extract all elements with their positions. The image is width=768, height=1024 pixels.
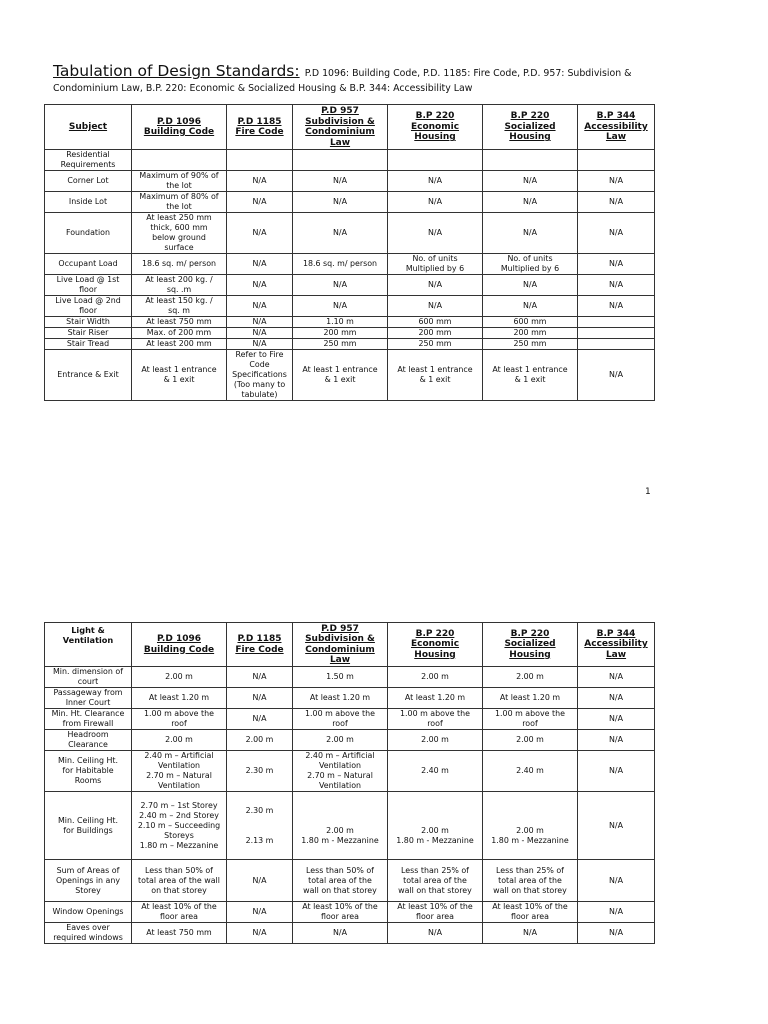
table-cell: N/A (578, 902, 655, 923)
table-cell: N/A (227, 688, 293, 709)
table-row (45, 751, 655, 792)
table-row (45, 730, 655, 751)
table-cell: N/A (578, 709, 655, 730)
table-cell: At least 1.20 m (132, 688, 227, 709)
table-cell: N/A (293, 275, 388, 296)
table-cell: No. of units Multiplied by 6 (388, 254, 483, 275)
table-cell: Maximum of 90% of the lot (132, 171, 227, 192)
table-cell: 1.00 m above the roof (388, 709, 483, 730)
table-cell: N/A (227, 339, 293, 350)
table-cell: N/A (293, 923, 388, 944)
header-cell: B.P 220 Economic Housing (388, 105, 483, 150)
table-row (45, 339, 655, 350)
table-row (45, 902, 655, 923)
table-cell: N/A (578, 688, 655, 709)
table-cell: N/A (483, 275, 578, 296)
table-cell: Maximum of 80% of the lot (132, 192, 227, 213)
table-cell: N/A (293, 296, 388, 317)
table-cell: N/A (388, 275, 483, 296)
row-subject: Eaves over required windows (45, 923, 132, 944)
table-cell: N/A (578, 751, 655, 792)
row-subject: Passageway from Inner Court (45, 688, 132, 709)
table-cell: 200 mm (388, 328, 483, 339)
table-cell: N/A (483, 171, 578, 192)
row-subject: Entrance & Exit (45, 350, 132, 401)
header-cell: P.D 1096 Building Code (132, 623, 227, 667)
table-row (45, 317, 655, 328)
table-row (45, 709, 655, 730)
table-cell: N/A (227, 902, 293, 923)
table-cell: Refer to Fire Code Specifications (Too many to tabulate) (227, 350, 293, 401)
table-cell: N/A (227, 213, 293, 254)
table-cell: N/A (293, 171, 388, 192)
table-cell: 200 mm (293, 328, 388, 339)
table-cell: 18.6 sq. m/ person (132, 254, 227, 275)
table-row (45, 688, 655, 709)
table-cell: 2.40 m – Artificial Ventilation 2.70 m – Natural Ventilation (132, 751, 227, 792)
table-cell: 1.00 m above the roof (483, 709, 578, 730)
table-cell: 2.40 m – Artificial Ventilation 2.70 m – Natural Ventilation (293, 751, 388, 792)
document-title (53, 64, 713, 96)
table-cell: 2.40 m (388, 751, 483, 792)
table-cell: N/A (578, 860, 655, 902)
table-row (45, 923, 655, 944)
table-cell: Less than 50% of total area of the wall on that storey (293, 860, 388, 902)
table-cell: N/A (578, 192, 655, 213)
table-cell: 1.10 m (293, 317, 388, 328)
table-cell: 600 mm (483, 317, 578, 328)
table-cell: 2.40 m (483, 751, 578, 792)
table-cell: At least 150 kg. / sq. m (132, 296, 227, 317)
row-subject: Window Openings (45, 902, 132, 923)
table-cell: N/A (227, 254, 293, 275)
table-cell: N/A (388, 213, 483, 254)
header-cell: B.P 344 Accessibility Law (578, 623, 655, 667)
table-cell: N/A (388, 192, 483, 213)
table-row (45, 192, 655, 213)
table-cell: N/A (483, 213, 578, 254)
table-cell: At least 250 mm thick, 600 mm below ground surface (132, 213, 227, 254)
row-subject: Stair Width (45, 317, 132, 328)
table-cell: 2.30 m (227, 751, 293, 792)
table-cell: N/A (483, 296, 578, 317)
row-subject: Sum of Areas of Openings in any Storey (45, 860, 132, 902)
row-subject: Min. Ht. Clearance from Firewall (45, 709, 132, 730)
row-subject: Min. Ceiling Ht. for Buildings (45, 792, 132, 860)
table-cell: At least 1 entrance & 1 exit (132, 350, 227, 401)
table-cell: At least 10% of the floor area (132, 902, 227, 923)
row-subject: Min. Ceiling Ht. for Habitable Rooms (45, 751, 132, 792)
table-cell: 2.70 m – 1st Storey 2.40 m – 2nd Storey 2.10 m – Succeeding Storeys 1.80 m – Mezzanine (132, 792, 227, 860)
table-cell: Less than 25% of total area of the wall on that storey (388, 860, 483, 902)
table-cell: N/A (227, 860, 293, 902)
table-cell: At least 1.20 m (293, 688, 388, 709)
table-cell: N/A (578, 275, 655, 296)
table-cell: N/A (293, 192, 388, 213)
header-cell: Light & Ventilation (45, 623, 132, 667)
table-cell: 2.00 m (483, 667, 578, 688)
row-subject: Live Load @ 2nd floor (45, 296, 132, 317)
table-cell: At least 750 mm (132, 317, 227, 328)
table-cell: 2.00 m (132, 730, 227, 751)
table-cell: N/A (483, 192, 578, 213)
table-cell: N/A (227, 923, 293, 944)
table-cell: N/A (227, 171, 293, 192)
header-cell: P.D 1185 Fire Code (227, 623, 293, 667)
residential-requirements-table (44, 104, 655, 401)
table-cell: N/A (578, 213, 655, 254)
table-cell: At least 1.20 m (483, 688, 578, 709)
table-cell: N/A (227, 296, 293, 317)
row-subject: Min. dimension of court (45, 667, 132, 688)
table-cell: 2.00 m (388, 667, 483, 688)
table-cell: 250 mm (483, 339, 578, 350)
table-cell: N/A (227, 275, 293, 296)
table-cell: At least 10% of the floor area (388, 902, 483, 923)
table-cell: 250 mm (388, 339, 483, 350)
table-cell: 1.00 m above the roof (132, 709, 227, 730)
table-cell: N/A (293, 213, 388, 254)
header-cell: B.P 220 Socialized Housing (483, 105, 578, 150)
table-row (45, 328, 655, 339)
title-line2: Condominium Law, B.P. 220: Economic & Socialized Housing & B.P. 344: Accessibility Law (53, 83, 473, 94)
table-cell: 2.00 m (227, 730, 293, 751)
table-row (45, 213, 655, 254)
table-cell: N/A (578, 923, 655, 944)
table-cell (578, 317, 655, 328)
table-cell: Max. of 200 mm (132, 328, 227, 339)
table-cell: N/A (388, 296, 483, 317)
table-cell: 200 mm (483, 328, 578, 339)
row-subject: Live Load @ 1st floor (45, 275, 132, 296)
table-cell: N/A (227, 317, 293, 328)
row-subject: Headroom Clearance (45, 730, 132, 751)
table-cell: At least 1 entrance & 1 exit (388, 350, 483, 401)
table-cell: N/A (578, 667, 655, 688)
table-cell: Less than 50% of total area of the wall on that storey (132, 860, 227, 902)
table-cell: 2.00 m (132, 667, 227, 688)
table-cell: N/A (578, 792, 655, 860)
table-row (45, 171, 655, 192)
table-row (45, 254, 655, 275)
table-cell: At least 10% of the floor area (293, 902, 388, 923)
row-subject: Stair Riser (45, 328, 132, 339)
table-cell: 250 mm (293, 339, 388, 350)
table-cell (578, 328, 655, 339)
table-cell: 2.00 m (483, 730, 578, 751)
table-cell: N/A (227, 709, 293, 730)
table-cell: 2.30 m 2.13 m (227, 792, 293, 860)
table-cell: N/A (578, 350, 655, 401)
header-cell: B.P 220 Economic Housing (388, 623, 483, 667)
page-number: 1 (645, 487, 651, 497)
table-cell: Less than 25% of total area of the wall on that storey (483, 860, 578, 902)
table-cell: 2.00 m 1.80 m - Mezzanine (483, 792, 578, 860)
header-cell: P.D 957 Subdivision & Condominium Law (293, 623, 388, 667)
table-cell: N/A (227, 328, 293, 339)
table-cell: At least 1.20 m (388, 688, 483, 709)
header-cell: P.D 1185 Fire Code (227, 105, 293, 150)
table-cell (578, 339, 655, 350)
table-cell: N/A (227, 192, 293, 213)
table-cell: 2.00 m 1.80 m - Mezzanine (293, 792, 388, 860)
table-cell: N/A (483, 923, 578, 944)
table-row (45, 667, 655, 688)
table-cell: At least 200 kg. / sq. .m (132, 275, 227, 296)
table-cell: N/A (388, 171, 483, 192)
header-cell: P.D 1096 Building Code (132, 105, 227, 150)
table-cell: At least 750 mm (132, 923, 227, 944)
header-cell: B.P 344 Accessibility Law (578, 105, 655, 150)
header-cell: Subject (45, 105, 132, 150)
table-cell: N/A (578, 254, 655, 275)
table-row (45, 350, 655, 401)
title-rest: P.D 1096: Building Code, P.D. 1185: Fire Code, P.D. 957: Subdivision & (304, 68, 632, 79)
table-cell: At least 1 entrance & 1 exit (293, 350, 388, 401)
table-cell: N/A (578, 296, 655, 317)
table-cell: No. of units Multiplied by 6 (483, 254, 578, 275)
table-row (45, 296, 655, 317)
table-row (45, 860, 655, 902)
table-cell: At least 10% of the floor area (483, 902, 578, 923)
table-cell: N/A (578, 730, 655, 751)
row-subject: Foundation (45, 213, 132, 254)
table-cell: 2.00 m 1.80 m - Mezzanine (388, 792, 483, 860)
header-cell: P.D 957 Subdivision & Condominium Law (293, 105, 388, 150)
row-subject: Stair Tread (45, 339, 132, 350)
table-cell: 1.00 m above the roof (293, 709, 388, 730)
table-row (45, 792, 655, 860)
section-label: Residential Requirements (45, 150, 132, 171)
table-row (45, 275, 655, 296)
header-cell: B.P 220 Socialized Housing (483, 623, 578, 667)
table-cell: N/A (578, 171, 655, 192)
title-main: Tabulation of Design Standards: (53, 62, 300, 80)
row-subject: Occupant Load (45, 254, 132, 275)
table-cell: 600 mm (388, 317, 483, 328)
row-subject: Corner Lot (45, 171, 132, 192)
table-cell: At least 200 mm (132, 339, 227, 350)
table-cell: 1.50 m (293, 667, 388, 688)
table-cell: 2.00 m (388, 730, 483, 751)
table-cell: At least 1 entrance & 1 exit (483, 350, 578, 401)
table-cell: 18.6 sq. m/ person (293, 254, 388, 275)
table-cell: N/A (388, 923, 483, 944)
row-subject: Inside Lot (45, 192, 132, 213)
table-cell: N/A (227, 667, 293, 688)
light-ventilation-table (44, 622, 655, 944)
table-cell: 2.00 m (293, 730, 388, 751)
